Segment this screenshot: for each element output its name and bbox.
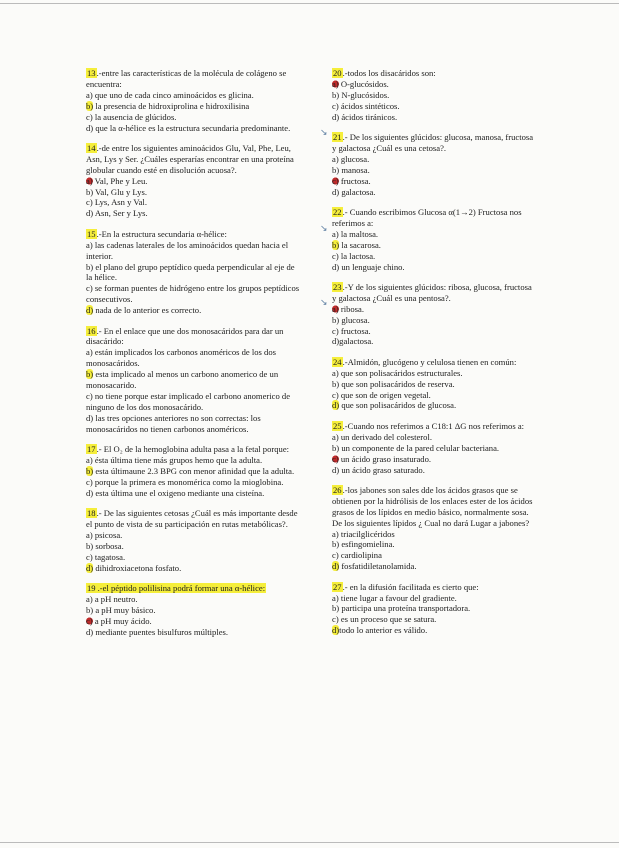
answer-text: sorbosa.	[93, 540, 124, 551]
answer-text: Asn, Ser y Lys.	[93, 208, 148, 219]
answer-text: fosfatidiletanolamida.	[339, 561, 417, 572]
question-text: .- Cuando escribimos Glucosa α(1→2) Fructosa nos referimos a:	[332, 206, 522, 228]
answer-text: que la α-hélice es la estructura secundaria predominante.	[93, 122, 291, 133]
question-text: .-Almidón, glucógeno y celulosa tienen en común:	[342, 356, 517, 367]
question-text: .- En el enlace que une dos monosacáridos para dar un disacárido:	[86, 325, 284, 347]
answer-option	[332, 165, 537, 176]
question-number: 21	[333, 132, 342, 143]
answer-option	[86, 627, 301, 638]
question-stem	[332, 582, 537, 593]
marked-answer-letter: c)	[332, 453, 339, 464]
answer-option	[86, 391, 301, 413]
answer-option	[332, 390, 537, 401]
answer-letter: a)	[332, 228, 339, 239]
answer-letter: c)	[332, 325, 339, 336]
marked-answer-letter: d)	[86, 305, 94, 316]
question-text: .-Cuando nos referimos a C18:1 ΔG nos referimos a:	[342, 420, 525, 431]
question-stem	[332, 132, 537, 154]
question-number: 17	[87, 444, 96, 455]
answer-text: que son polisacáridos de reserva.	[339, 378, 455, 389]
check-mark-22: ↘	[320, 224, 328, 234]
answer-text: la sacarosa.	[339, 239, 381, 250]
answer-option	[332, 112, 537, 123]
marked-answer-letter: d)	[332, 625, 340, 636]
answer-option	[86, 208, 301, 219]
answer-option	[86, 477, 301, 488]
answer-text: nada de lo anterior es correcto.	[93, 305, 202, 316]
answer-text: ácidos tiránicos.	[339, 111, 398, 122]
answer-option	[332, 625, 537, 636]
answer-letter: b)	[332, 442, 340, 453]
answer-text: tagatosa.	[92, 551, 126, 562]
question-number: 25	[333, 420, 342, 431]
answer-text: las cadenas laterales de los aminoácidos quedan hacia el interior.	[86, 239, 289, 261]
answer-letter: d)	[86, 122, 94, 133]
question-26	[332, 485, 537, 572]
answer-text: O-glucósidos.	[338, 78, 389, 89]
question-24	[332, 357, 537, 412]
answer-option	[86, 347, 301, 369]
answer-letter: b)	[332, 539, 340, 550]
answer-letter: c)	[332, 100, 339, 111]
question-stem	[332, 421, 537, 432]
answer-text: un componente de la pared celular bacteriana.	[339, 442, 500, 453]
answer-letter: c)	[86, 390, 93, 401]
marked-answer-letter: d)	[332, 400, 340, 411]
answer-option	[86, 466, 301, 477]
answer-option	[332, 368, 537, 379]
answer-option	[332, 539, 537, 550]
answer-text: Val, Glu y Lys.	[93, 186, 147, 197]
answer-text: ribosa.	[338, 303, 364, 314]
answer-letter: b)	[332, 89, 340, 100]
marked-answer-letter: b)	[86, 369, 94, 380]
answer-text: participa una proteína transportadora.	[339, 603, 471, 614]
question-text: .-Y de los siguientes glúcidos: ribosa, glucosa, fructosa y galactosa ¿Cuál es una pentosa?.	[332, 281, 532, 303]
answer-letter: d)	[332, 464, 340, 475]
answer-option	[86, 552, 301, 563]
answer-letter: a)	[86, 455, 93, 465]
answer-letter: b)	[86, 261, 94, 272]
answer-option	[332, 90, 537, 101]
answer-option	[86, 605, 301, 616]
answer-option	[86, 90, 301, 101]
answer-letter: c)	[86, 551, 93, 562]
answer-text: Val, Phe y Leu.	[92, 175, 148, 186]
answer-text: es un proceso que se satura.	[338, 614, 437, 625]
question-number: 19	[87, 583, 96, 594]
answer-option	[332, 593, 537, 604]
answer-letter: a)	[332, 431, 339, 442]
answer-option	[86, 101, 301, 112]
answer-letter: d)	[332, 186, 340, 197]
question-21	[332, 132, 537, 197]
answer-option	[86, 369, 301, 391]
answer-letter: d)	[86, 412, 94, 423]
marked-answer-letter: a)	[86, 175, 93, 186]
answer-option	[332, 101, 537, 112]
answer-text: esta última une el oxigeno mediante una cisteína.	[93, 487, 265, 498]
answer-letter: a)	[332, 528, 339, 539]
question-20	[332, 68, 537, 123]
answer-text: ácidos sintéticos.	[338, 100, 400, 111]
question-25	[332, 421, 537, 476]
answer-option	[332, 262, 537, 273]
answer-text: esta implicado al menos un carbono anomerico de un monosacarido.	[86, 369, 279, 391]
marked-answer-letter: d)	[86, 562, 94, 573]
marked-answer-letter: c)	[332, 175, 339, 186]
answer-text: a pH neutro.	[92, 593, 138, 604]
answer-text: N-glucósidos.	[339, 89, 390, 100]
question-stem	[332, 207, 537, 229]
question-stem	[86, 444, 301, 455]
answer-text: todo lo anterior es válido.	[339, 625, 428, 636]
answer-option	[86, 616, 301, 627]
answer-letter: b)	[86, 186, 94, 197]
answer-text: un derivado del colesterol.	[338, 431, 432, 442]
question-stem	[86, 68, 301, 90]
marked-answer-letter: b)	[86, 465, 94, 476]
answer-letter: d)	[332, 336, 340, 347]
question-number: 18	[87, 508, 96, 519]
question-number: 22	[333, 206, 342, 217]
answer-text: la ausencia de glúcidos.	[92, 111, 177, 122]
answer-option	[332, 176, 537, 187]
answer-option	[86, 197, 301, 208]
answer-text: galactosa.	[339, 186, 376, 197]
answer-text: esfingomielina.	[339, 539, 395, 550]
answer-text: cardiolipina	[338, 550, 382, 561]
answer-option	[332, 432, 537, 443]
answer-letter: c)	[332, 389, 339, 400]
answer-letter: d)	[332, 111, 340, 122]
answer-option	[332, 465, 537, 476]
answer-text: a pH muy ácido.	[92, 615, 152, 626]
answer-letter: a)	[332, 592, 339, 603]
question-stem	[86, 143, 301, 176]
answer-letter: b)	[332, 378, 340, 389]
question-text: .- en la difusión facilitada es cierto que:	[342, 581, 479, 592]
answer-option	[332, 454, 537, 465]
answer-text: fructosa.	[338, 325, 371, 336]
question-stem	[86, 508, 301, 530]
question-number: 16	[87, 325, 96, 336]
answer-text: están implicados los carbonos anoméricos de los dos monosacáridos.	[86, 347, 276, 369]
answer-letter: b)	[332, 603, 340, 614]
question-number: 24	[333, 356, 342, 367]
answer-text: un ácido graso insaturado.	[338, 453, 432, 464]
question-number: 26	[333, 484, 342, 495]
answer-letter: a)	[86, 239, 93, 250]
answer-text: que son de origen vegetal.	[338, 389, 431, 400]
marked-answer-letter: b)	[86, 100, 94, 111]
answer-text: esta últimaune 2.3 BPG con menor afinidad que la adulta.	[93, 465, 295, 476]
answer-text: manosa.	[339, 164, 370, 175]
answer-option	[86, 455, 301, 466]
question-stem	[86, 326, 301, 348]
answer-option	[332, 79, 537, 90]
answer-text: el plano del grupo peptídico queda perpendicular al eje de la hélice.	[86, 261, 295, 283]
answer-letter: a)	[332, 153, 339, 164]
answer-letter: d)	[86, 487, 94, 498]
answer-letter: b)	[86, 604, 94, 615]
question-text: .-En la estructura secundaria α-hélice:	[96, 228, 227, 239]
answer-text: las tres opciones anteriores no son correctas: los monosacáridos no tienen carbonos anoméricos.	[86, 412, 261, 434]
answer-letter: a)	[86, 89, 93, 100]
answer-text: dihidroxiacetona fosfato.	[93, 562, 182, 573]
question-22	[332, 207, 537, 272]
answer-letter: d)	[86, 626, 94, 637]
answer-letter: b)	[332, 314, 340, 325]
answer-text: tiene lugar a favour del gradiente.	[338, 592, 457, 603]
answer-text: la presencia de hidroxiprolina e hidroxilisina	[93, 100, 250, 111]
answer-option	[332, 443, 537, 454]
answer-text: ésta última tiene más grupos hemo que la adulta.	[92, 455, 263, 465]
answer-text: la lactosa.	[338, 250, 376, 261]
answer-letter: b)	[332, 164, 340, 175]
answer-letter: c)	[86, 476, 93, 487]
answer-option	[332, 326, 537, 337]
question-27	[332, 582, 537, 637]
question-number: 13	[87, 68, 96, 78]
answer-text: mediante puentes bisulfuros múltiples.	[93, 626, 229, 637]
answer-option	[86, 530, 301, 541]
answer-text: se forman puentes de hidrógeno entre los grupos peptídicos consecutivos.	[86, 283, 300, 305]
answer-letter: a)	[86, 529, 93, 540]
question-18	[86, 508, 301, 573]
question-text: .- De las siguientes cetosas ¿Cuál es más importante desde el punto de vista de su participación en rutas metabólicas?.	[86, 508, 298, 530]
answer-text: glucosa.	[338, 153, 370, 164]
answer-option	[332, 400, 537, 411]
answer-letter: d)	[332, 261, 340, 272]
question-stem	[86, 583, 301, 594]
marked-answer-letter: a)	[332, 303, 339, 314]
answer-letter: c)	[86, 283, 93, 294]
answer-option	[86, 176, 301, 187]
answer-letter: c)	[332, 614, 339, 625]
answer-option	[86, 305, 301, 316]
answer-option	[86, 123, 301, 134]
answer-text: no tiene porque estar implicado el carbono anomerico de ninguno de los dos monosacárido.	[86, 390, 291, 412]
right-column	[332, 68, 537, 646]
top-edge-line	[0, 3, 619, 4]
question-13	[86, 68, 301, 133]
question-text: .-los jabones son sales dde los ácidos grasos que se obtienen por la hidrólisis de los enlaces ester de los ácidos grasos de los lípidos en medio básico, normalmente sosa. De los siguientes lípidos ¿ Cual no dará Lugar a jabones?	[332, 484, 533, 528]
question-stem	[332, 282, 537, 304]
question-text: .- El O₂ de la hemoglobina adulta pasa a la fetal porque:	[96, 444, 290, 455]
answer-option	[332, 304, 537, 315]
marked-answer-letter: c)	[86, 615, 93, 626]
answer-option	[86, 541, 301, 552]
question-16	[86, 326, 301, 435]
question-14	[86, 143, 301, 219]
answer-option	[332, 187, 537, 198]
answer-option	[332, 315, 537, 326]
answer-option	[332, 550, 537, 561]
question-text: .-entre las características de la molécula de colágeno se encuentra:	[86, 68, 287, 89]
marked-answer-letter: a)	[332, 78, 339, 89]
answer-option	[86, 563, 301, 574]
answer-option	[86, 187, 301, 198]
answer-text: que son polisacáridos estructurales.	[338, 367, 463, 378]
answer-option	[86, 594, 301, 605]
answer-letter: c)	[332, 550, 339, 561]
answer-letter: a)	[86, 593, 93, 604]
answer-letter: a)	[86, 347, 93, 358]
answer-option	[332, 379, 537, 390]
question-17	[86, 444, 301, 499]
question-number: 14	[87, 142, 96, 153]
question-number: 15	[87, 228, 96, 239]
check-mark-23: ↘	[320, 298, 328, 308]
question-number: 23	[333, 281, 342, 292]
answer-text: galactosa.	[339, 336, 374, 347]
answer-letter: d)	[86, 208, 94, 219]
answer-option	[332, 229, 537, 240]
question-text: .-de entre los siguientes aminoácidos Glu, Val, Phe, Leu, Asn, Lys y Ser. ¿Cuáles esperarías encontrar en una proteína globular cuando esté en disolución acuosa?.	[86, 142, 294, 175]
answer-letter: c)	[86, 197, 93, 208]
answer-text: glucosa.	[339, 314, 370, 325]
answer-option	[86, 488, 301, 499]
answer-text: que son polisacáridos de glucosa.	[339, 400, 457, 411]
answer-letter: a)	[332, 367, 339, 378]
answer-option	[332, 614, 537, 625]
answer-option	[86, 240, 301, 262]
question-stem	[86, 229, 301, 240]
question-stem	[332, 357, 537, 368]
answer-option	[332, 336, 537, 347]
answer-text: que uno de cada cinco aminoácidos es glicina.	[92, 89, 254, 100]
bottom-edge-line	[0, 842, 619, 843]
answer-option	[86, 112, 301, 123]
question-number: 20	[333, 68, 342, 78]
answer-text: un lenguaje chino.	[339, 261, 405, 272]
question-number: 27	[333, 581, 342, 592]
answer-option	[332, 154, 537, 165]
answer-letter: c)	[332, 250, 339, 261]
answer-text: fructosa.	[338, 175, 371, 186]
answer-letter: b)	[86, 540, 94, 551]
answer-option	[332, 240, 537, 251]
question-text: .- De los siguientes glúcidos: glucosa, manosa, fructosa y galactosa ¿Cuál es una cetosa?.	[332, 132, 534, 153]
answer-text: a pH muy básico.	[93, 604, 156, 615]
answer-option	[332, 561, 537, 572]
question-19	[86, 583, 301, 638]
question-text: .-todos los disacáridos son:	[342, 68, 436, 78]
answer-option	[86, 413, 301, 435]
answer-text: psicosa.	[92, 529, 123, 540]
answer-text: triacilglicéridos	[338, 528, 395, 539]
answer-option	[332, 251, 537, 262]
question-23	[332, 282, 537, 347]
answer-text: la maltosa.	[338, 228, 379, 239]
check-mark-21: ↘	[320, 128, 328, 138]
answer-letter: c)	[86, 111, 93, 122]
answer-text: un ácido graso saturado.	[339, 464, 425, 475]
left-column	[86, 68, 301, 647]
marked-answer-letter: d)	[332, 561, 340, 572]
marked-answer-letter: b)	[332, 239, 340, 250]
answer-option	[332, 529, 537, 540]
answer-option	[86, 262, 301, 284]
question-stem	[332, 485, 537, 529]
question-text: .-el péptido polilisina podrá formar una α-hélice:	[97, 583, 266, 594]
question-15	[86, 229, 301, 316]
answer-option	[86, 283, 301, 305]
answer-text: Lys, Asn y Val.	[92, 197, 147, 208]
question-stem	[332, 68, 537, 79]
answer-text: porque la primera es monomérica como la mioglobina.	[92, 476, 284, 487]
answer-option	[332, 603, 537, 614]
